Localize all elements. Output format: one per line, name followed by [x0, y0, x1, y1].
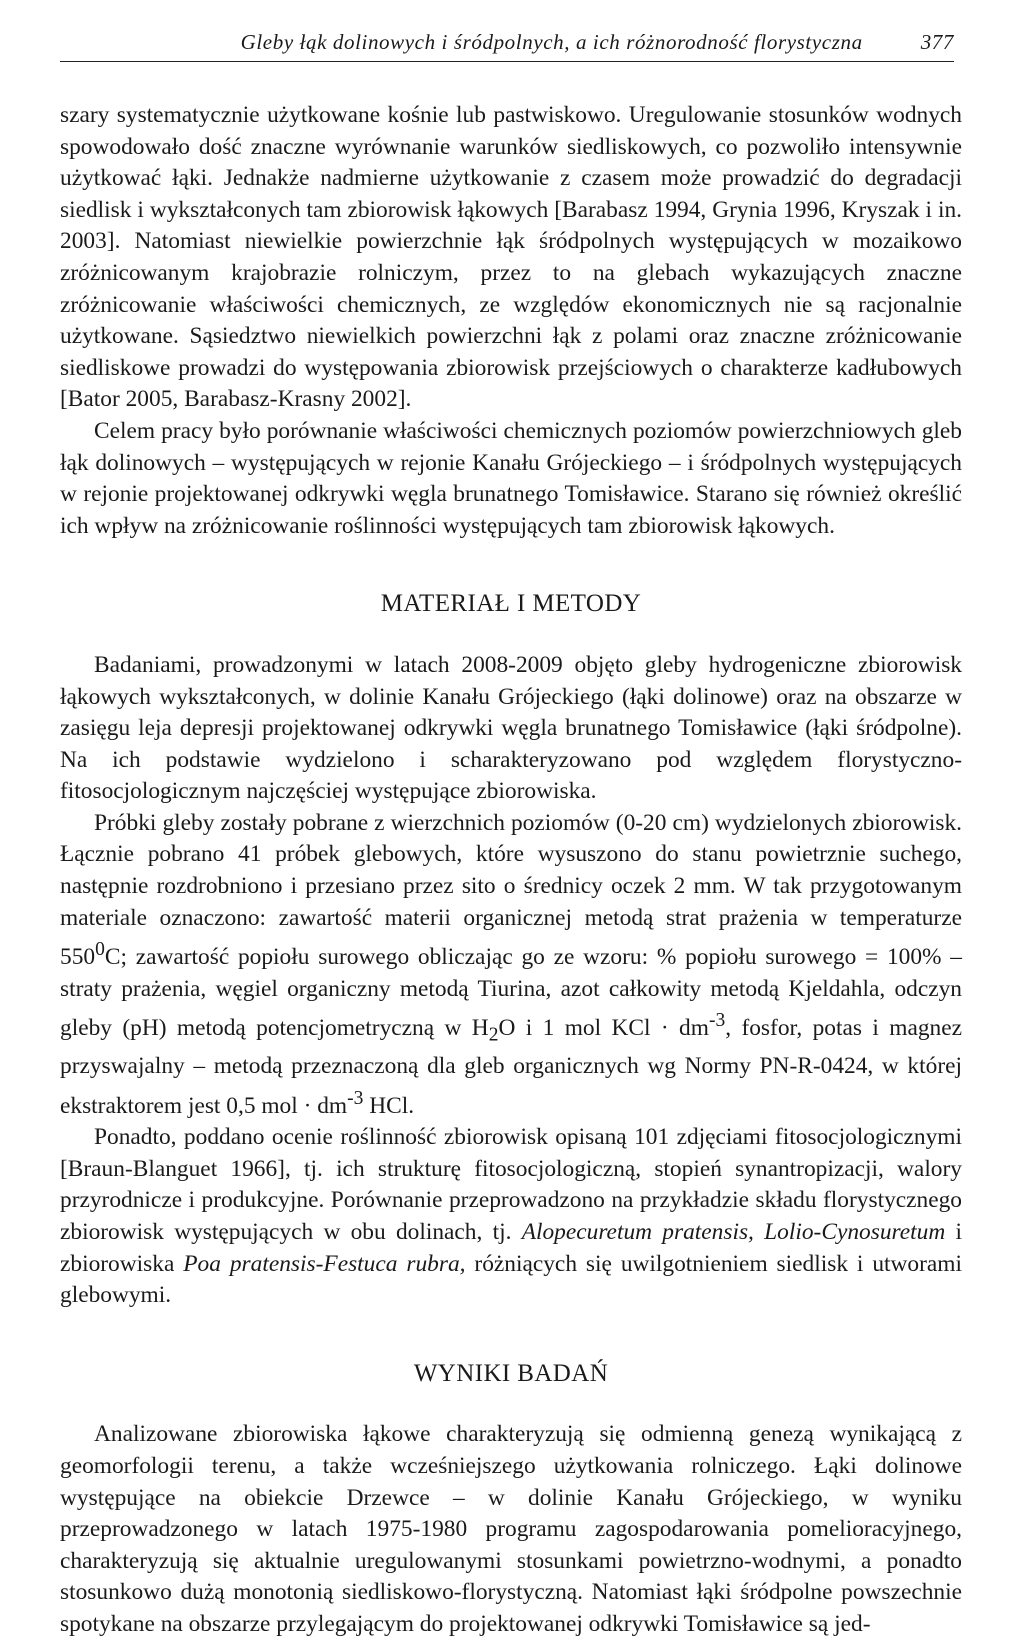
degree-superscript: 0 [95, 939, 105, 961]
unit-superscript-1: -3 [708, 1010, 726, 1032]
methods-p3-text-a: Ponadto, poddano ocenie roślinność zbiorowisk opisaną 101 zdjęciami fitosocjologicznymi [Braun-Blanguet 1966], tj. ich strukturę fitosocjologiczną, stopień synantropizacji, walory przyrodnicze i produkcyjne. Porównanie przeprowadzono na przykładzie składu florystycznego zbiorowisk występujących w obu dolinach, tj. [60, 1124, 962, 1246]
methods-heading: MATERIAŁ I METODY [380, 590, 642, 618]
article-body [60, 100, 962, 1641]
methods-p3-text-c: różniących się uwilgotnieniem siedlisk i utworami glebowymi. [60, 1250, 962, 1309]
methods-p2-text-d: , fosfor, potas i magnez przyswajalny – metodą przeznaczoną dla gleb organicznych wg Normy PN-R-0424, w której ekstraktorem jest 0,5 mol · dm [60, 1015, 962, 1119]
running-header [60, 30, 954, 62]
water-subscript: 2 [488, 1024, 499, 1046]
unit-superscript-2: -3 [347, 1087, 364, 1109]
methods-p2-text-a: Próbki gleby zostały pobrane z wierzchnich poziomów (0-20 cm) wydzielonych zbiorowisk. Łącznie pobrano 41 próbek glebowych, które wysuszono do stanu powietrznie suchego, następnie rozdrobniono i przesiano przez sito o średnicy oczek 2 mm. W tak przygotowanym materiale oznaczono: zawartość materii organicznej metodą strat prażenia w temperaturze 550 [60, 809, 962, 971]
intro-paragraph-2: Celem pracy było porównanie właściwości chemicznych poziomów powierzchniowych gleb łąk dolinowych – występujących w rejonie Kanału Grójeckiego – i śródpolnych występujących w rejonie projektowanej odkrywki węgla brunatnego Tomisławice. Starano się również określić ich wpływ na zróżnicowanie roślinności występujących tam zbiorowisk łąkowych. [60, 417, 962, 539]
methods-paragraph-1: Badaniami, prowadzonymi w latach 2008-2009 objęto gleby hydrogeniczne zbiorowisk łąkowych wykształconych, w dolinie Kanału Grójeckiego (łąki dolinowe) oraz na obszarze w zasięgu leja depresji projektowanej odkrywki węgla brunatnego Tomisławice (łąki śródpolne). Na ich podstawie wydzielono i scharakteryzowano pod względem florystyczno-fitosocjologicznym najczęściej występujące zbiorowiska. [60, 651, 962, 805]
species-name-2: Poa pratensis-Festuca rubra, [183, 1250, 466, 1277]
methods-p2-text-b: C; zawartość popiołu surowego obliczając go ze wzoru: % popiołu surowego = 100% – straty prażenia, węgiel organiczny metodą Tiurina, azot całkowity metodą Kjeldahla, odczyn gleby (pH) metodą potencjometryczną w H [60, 944, 962, 1042]
methods-p2-text-e: HCl. [363, 1092, 415, 1119]
methods-p3-text-b: i zbiorowiska [60, 1219, 962, 1277]
methods-paragraph-3 [60, 1122, 962, 1312]
running-title: Gleby łąk dolinowych i śródpolnych, a ich różnorodność florystyczna [240, 30, 863, 54]
species-name-1: Alopecuretum pratensis, Lolio-Cynosuretum [521, 1219, 946, 1246]
methods-p2-text-c: O i 1 mol KCl · dm [498, 1015, 709, 1042]
results-heading: WYNIKI BADAŃ [413, 1359, 609, 1387]
page [60, 30, 962, 1641]
intro-paragraph-1: szary systematycznie użytkowane kośnie lub pastwiskowo. Uregulowanie stosunków wodnych spowodowało dość znaczne wyrównanie warunków siedliskowych, co pozwoliło intensywnie użytkować łąki. Jednakże nadmierne użytkowanie z czasem może prowadzić do degradacji siedlisk i wykształconych tam zbiorowisk łąkowych [Barabasz 1994, Grynia 1996, Kryszak i in. 2003]. Natomiast niewielkie powierzchnie łąk śródpolnych występujących w mozaikowo zróżnicowanym krajobrazie rolniczym, przez to na glebach wykazujących znaczne zróżnicowanie właściwości chemicznych, ze względów ekonomicznych nie są racjonalnie użytkowane. Sąsiedztwo niewielkich powierzchni łąk z polami oraz znaczne zróżnicowanie siedliskowe prowadzi do występowania zbiorowisk przejściowych o charakterze kadłubowych [Bator 2005, Barabasz-Krasny 2002]. [60, 102, 962, 413]
methods-paragraph-2 [60, 808, 962, 1122]
page-number: 377 [920, 30, 954, 54]
results-paragraph-1: Analizowane zbiorowiska łąkowe charakteryzują się odmienną genezą wynikającą z geomorfologii terenu, a także wcześniejszego użytkowania rolniczego. Łąki dolinowe występujące na obiekcie Drzewce – w dolinie Kanału Grójeckiego, w wyniku przeprowadzonego w latach 1975-1980 programu zagospodarowania pomelioracyjnego, charakteryzują się aktualnie uregulowanymi stosunkami powietrzno-wodnymi, a ponadto stosunkowo dużą monotonią siedliskowo-florystyczną. Natomiast łąki śródpolne powszechnie spotykane na obszarze przylegającym do projektowanej odkrywki Tomisławice są jed- [60, 1421, 962, 1637]
